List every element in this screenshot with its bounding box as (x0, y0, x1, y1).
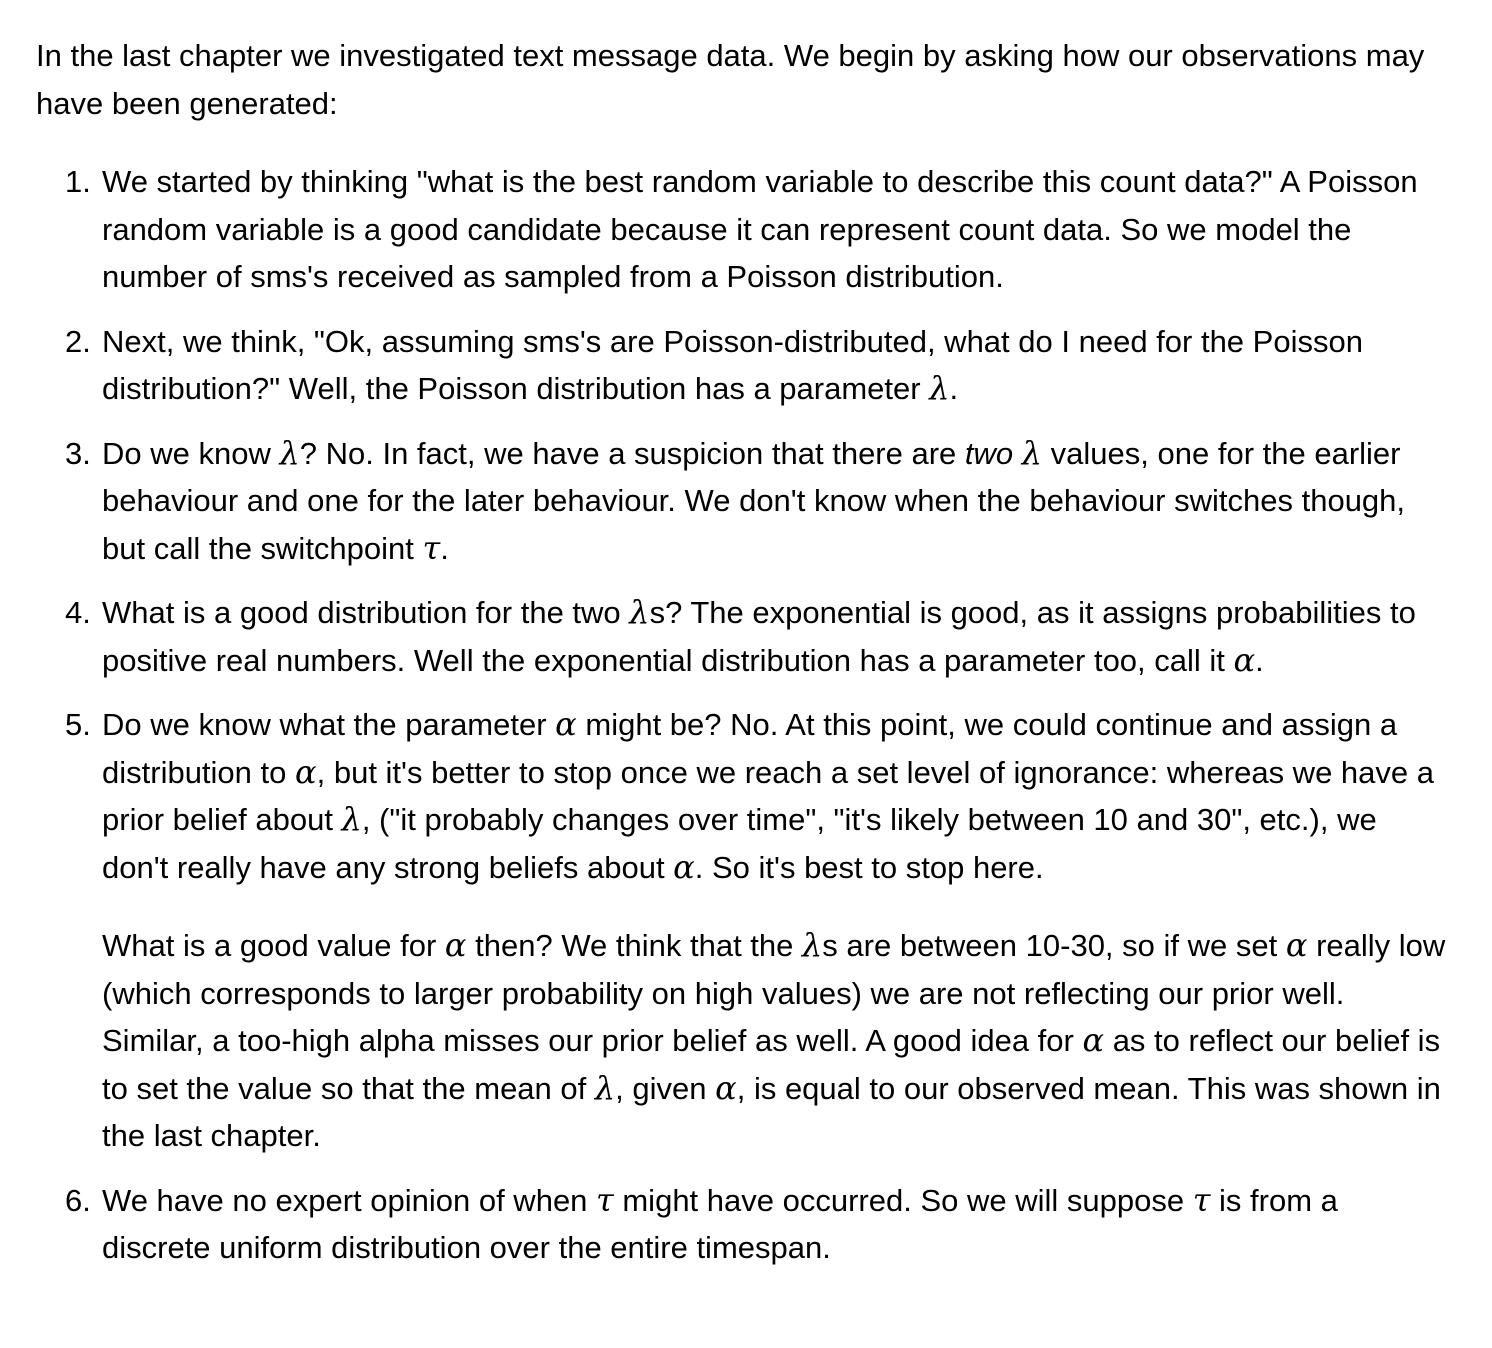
sub-text-e: as to reflect our belief is to set the value so that the mean of (102, 1023, 1441, 1106)
step-3-text-d: . (440, 530, 449, 566)
step-3-text-a: Do we know (102, 435, 280, 471)
tau-symbol: τ (1192, 1180, 1211, 1219)
step-3-text-c: values, one for the earlier behaviour and one for the later behaviour. We don't know when the behaviour switches though, but call the switchpoint (102, 435, 1406, 566)
alpha-symbol: α (1233, 640, 1256, 679)
step-5-text-c: , but it's better to stop once we reach a set level of ignorance: whereas we have a prior belief about (102, 754, 1435, 837)
alpha-symbol: α (444, 926, 467, 964)
lambda-symbol: λ (802, 926, 823, 964)
list-number: 4. (65, 595, 91, 630)
list-item-1 (65, 158, 1448, 301)
step-6-text-a: We have no expert opinion of when (102, 1182, 597, 1218)
list-item-5 (65, 701, 1448, 1160)
step-6-text-b: might have occurred. So we will suppose (613, 1182, 1193, 1218)
list-number: 2. (65, 323, 91, 359)
intro-paragraph: In the last chapter we investigated text message data. We begin by asking how our observations may have been generated: (36, 38, 1425, 121)
list-item-3 (65, 430, 1448, 573)
step-6-text-c: is from a discrete uniform distribution over the entire timespan. (102, 1182, 1338, 1265)
list-item-6 (65, 1177, 1448, 1272)
sub-text-g: , is equal to our observed mean. This was shown in the last chapter. (102, 1070, 1441, 1153)
step-5-text-d: , ("it probably changes over time", "it's likely between 10 and 30", etc.), we don't really have any strong beliefs about (102, 802, 1377, 885)
list-item-4 (65, 589, 1448, 684)
lambda-symbol: λ (929, 369, 950, 407)
step-5-text-b: might be? No. At this point, we could continue and assign a distribution to (102, 707, 1398, 790)
sub-text-f: , given (615, 1070, 716, 1106)
alpha-symbol: α (1285, 926, 1308, 964)
sub-text-d: really low (which corresponds to larger probability on high values) we are not reflecting our prior well. Similar, a too-high alpha misses our prior belief as well. A good idea for (102, 928, 1446, 1058)
list-number: 5. (65, 707, 91, 742)
lambda-symbol: λ (594, 1068, 616, 1107)
sub-text-b: then? We think that the (466, 928, 803, 963)
alpha-symbol: α (1082, 1021, 1105, 1059)
lambda-symbol: λ (629, 593, 650, 631)
list-item-2 (65, 318, 1448, 413)
step-2-text-b: . (949, 371, 959, 406)
list-number: 1. (65, 164, 91, 199)
step-5-subparagraph (102, 922, 1448, 1160)
step-4-text-c: . (1255, 642, 1264, 678)
step-2-text-a: Next, we think, "Ok, assuming sms's are Poisson-distributed, what do I need for the Poisson distribution?" Well, the Poisson distribution has a parameter (102, 323, 1363, 406)
tau-symbol: τ (596, 1180, 614, 1219)
alpha-symbol: α (555, 705, 577, 743)
step-4-text-b: s? The exponential is good, as it assigns probabilities to positive real numbers. Well the exponential distribution has a parameter too, call it (102, 595, 1416, 678)
alpha-symbol: α (295, 752, 317, 791)
step-3-text-b: ? No. In fact, we have a suspicion that there are (299, 435, 965, 471)
lambda-symbol: λ (1021, 433, 1043, 472)
step-1-text: We started by thinking "what is the best random variable to describe this count data?" A Poisson random variable is a good candidate because it can represent count data. So we model the number of sms's received as sampled from a Poisson distribution. (102, 164, 1418, 294)
step-4-text-a: What is a good distribution for the two (102, 595, 630, 630)
alpha-symbol: α (715, 1068, 737, 1107)
sub-text-a: What is a good value for (102, 928, 445, 963)
emphasis-two: two (964, 435, 1014, 471)
list-number: 3. (65, 435, 91, 471)
lambda-symbol: λ (279, 433, 300, 472)
list-number: 6. (65, 1182, 91, 1218)
lambda-symbol: λ (341, 800, 362, 838)
alpha-symbol: α (673, 847, 695, 886)
step-5-text-e: . So it's best to stop here. (694, 849, 1044, 885)
tau-symbol: τ (422, 528, 441, 567)
sub-text-c: s are between 10-30, so if we set (822, 928, 1286, 963)
step-5-text-a: Do we know what the parameter (102, 707, 556, 742)
steps-list (36, 158, 1448, 1272)
